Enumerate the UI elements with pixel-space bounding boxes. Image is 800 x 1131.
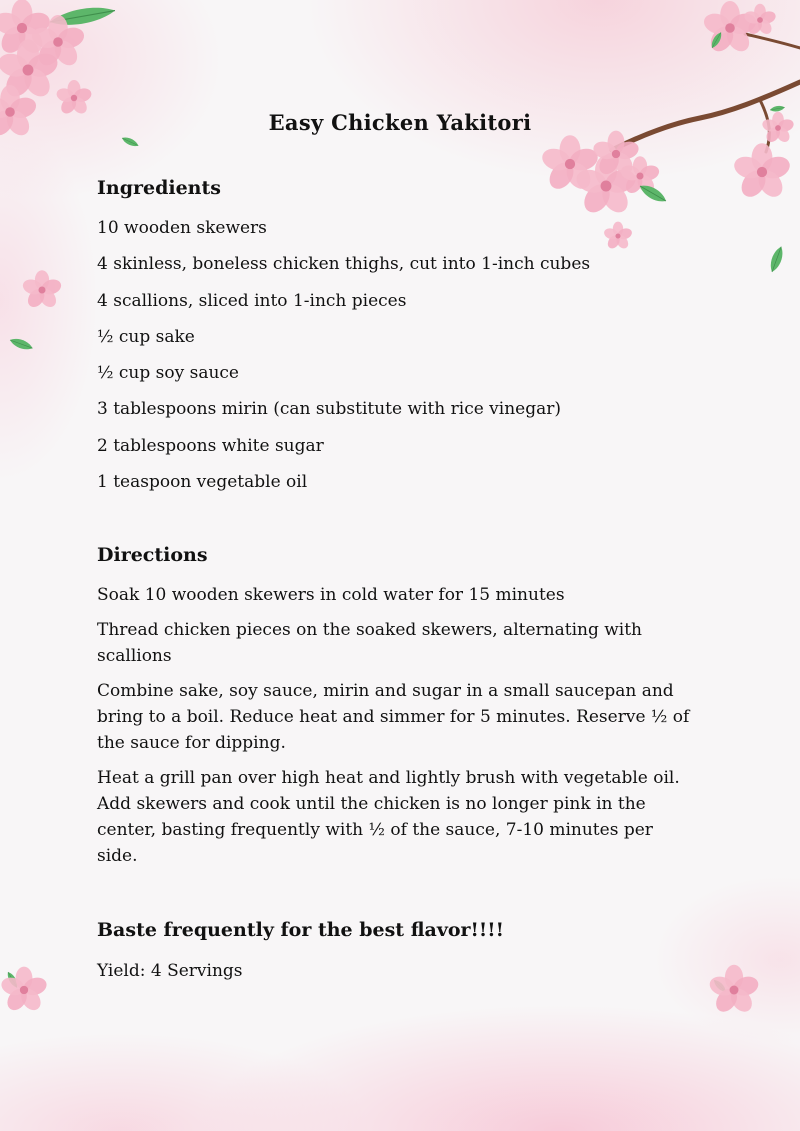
directions-list — [97, 582, 697, 878]
direction-step: Combine sake, soy sauce, mirin and sugar in a small saucepan and bring to a boil. Reduce heat and simmer for 5 minutes. Reserve ½ of the sauce for dipping. — [97, 681, 690, 753]
direction-step: Thread chicken pieces on the soaked skewers, alternating with scallions — [97, 620, 643, 666]
ingredient-item: 4 scallions, sliced into 1-inch pieces — [97, 290, 407, 311]
tip-text: Baste frequently for the best flavor!!!! — [97, 919, 504, 941]
ingredient-item: 1 teaspoon vegetable oil — [97, 472, 308, 493]
recipe-title: Easy Chicken Yakitori — [268, 110, 532, 136]
ingredient-item: 10 wooden skewers — [97, 218, 267, 238]
ingredients-heading: Ingredients — [97, 177, 221, 199]
ingredients-list — [97, 215, 590, 505]
direction-step: Soak 10 wooden skewers in cold water for 15 minutes — [97, 585, 565, 605]
ingredient-item: ½ cup soy sauce — [97, 363, 239, 384]
ingredient-item: 2 tablespoons white sugar — [97, 435, 324, 456]
direction-step: Heat a grill pan over high heat and lightly brush with vegetable oil. Add skewers and cook until the chicken is no longer pink in the center, basting frequently with ½ of the sauce, 7-10 minutes per side. — [97, 768, 680, 866]
ingredient-item: ½ cup sake — [97, 326, 195, 347]
directions-heading: Directions — [97, 544, 208, 566]
ingredient-item: 4 skinless, boneless chicken thighs, cut into 1-inch cubes — [97, 254, 591, 275]
yield-text: Yield: 4 Servings — [97, 961, 243, 981]
ingredient-item: 3 tablespoons mirin (can substitute with rice vinegar) — [97, 399, 562, 420]
